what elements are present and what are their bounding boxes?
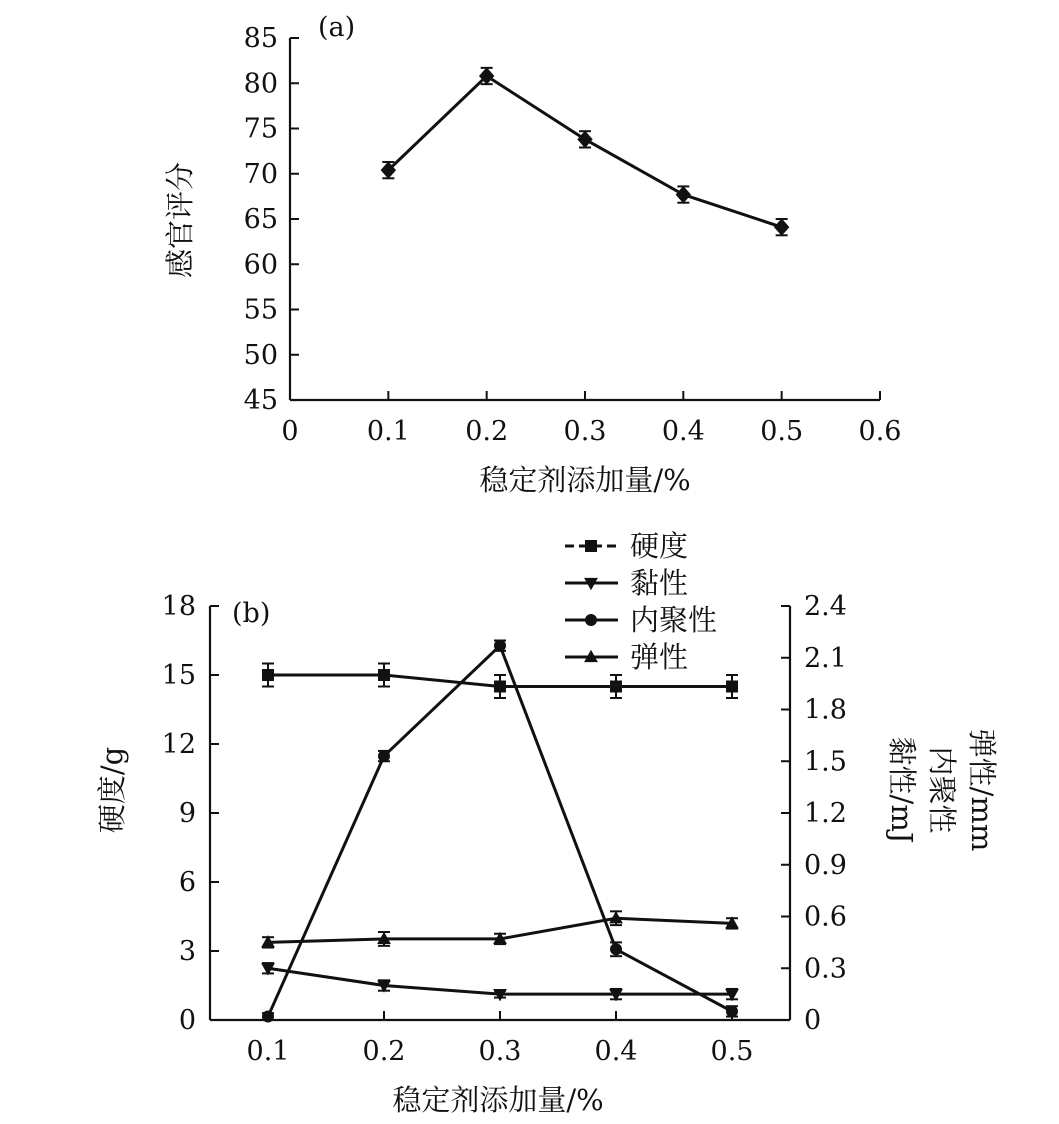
- y-tick-label: 50: [243, 339, 278, 371]
- x-tick-label: 0.2: [465, 416, 509, 447]
- chart-b: [95, 529, 999, 1117]
- x-tick-label: 0: [281, 416, 299, 447]
- y-tick-label: 70: [243, 158, 278, 190]
- right-y-tick-label: 2.4: [804, 591, 847, 622]
- y-tick-label: 60: [243, 249, 278, 281]
- panel-label: (b): [232, 598, 271, 629]
- right-y-tick-label: 1.8: [804, 694, 847, 726]
- y-tick-label: 85: [243, 23, 278, 54]
- right-y-tick-label: 0.9: [804, 849, 847, 881]
- right-y-axis-title: 弹性/mm: [965, 728, 999, 852]
- legend-item: [565, 640, 688, 674]
- y-tick-label: 65: [243, 204, 278, 235]
- x-tick-label: 0.6: [858, 416, 902, 447]
- left-y-tick-label: 18: [161, 591, 196, 622]
- left-y-axis-title: 硬度/g: [95, 746, 129, 834]
- legend-label: 内聚性: [630, 603, 718, 637]
- legend-marker: [585, 540, 597, 552]
- right-y-axis-title: 黏性/mJ: [885, 736, 919, 844]
- right-y-tick-label: 1.2: [804, 798, 847, 829]
- legend-item: [565, 529, 688, 563]
- y-tick-label: 80: [243, 68, 278, 100]
- x-tick-label: 0.1: [366, 416, 410, 447]
- left-y-tick-label: 0: [178, 1005, 196, 1036]
- x-tick-label: 0.3: [563, 416, 607, 447]
- x-tick-label: 0.5: [710, 1036, 754, 1067]
- x-tick-label: 0.4: [661, 416, 705, 447]
- data-point: [726, 681, 738, 693]
- data-point: [378, 750, 390, 762]
- data-point: [262, 1011, 274, 1023]
- right-y-tick-label: 1.5: [804, 746, 847, 778]
- left-y-tick-label: 3: [178, 936, 196, 967]
- right-y-tick-label: 0.3: [804, 953, 847, 985]
- right-y-tick-label: 0.6: [804, 901, 847, 933]
- x-axis-title: 稳定剂添加量/%: [479, 463, 691, 497]
- legend-item: [565, 603, 717, 637]
- left-y-tick-label: 12: [161, 729, 196, 760]
- legend: [565, 529, 717, 674]
- series-line: [388, 76, 781, 227]
- data-point: [262, 669, 274, 681]
- data-point: [610, 943, 622, 955]
- data-point: [494, 681, 506, 693]
- data-point: [726, 1005, 738, 1017]
- right-y-tick-label: 0: [804, 1005, 822, 1036]
- y-axis-title: 感官评分: [163, 161, 197, 279]
- legend-marker: [585, 614, 597, 626]
- chart-a: [163, 12, 901, 497]
- legend-item: [565, 566, 688, 600]
- y-tick-label: 75: [243, 113, 278, 145]
- data-point: [610, 681, 622, 693]
- x-tick-label: 0.4: [594, 1036, 638, 1067]
- y-tick-label: 55: [243, 294, 278, 326]
- data-point: [378, 669, 390, 681]
- x-axis-title: 稳定剂添加量/%: [392, 1083, 604, 1117]
- x-tick-label: 0.2: [362, 1036, 406, 1067]
- left-y-tick-label: 15: [161, 660, 196, 691]
- legend-label: 弹性: [630, 640, 689, 674]
- right-y-axis-title: 内聚性: [925, 746, 959, 834]
- legend-label: 黏性: [630, 566, 689, 600]
- right-y-tick-label: 2.1: [804, 642, 847, 674]
- panel-label: (a): [318, 12, 356, 43]
- y-tick-label: 45: [243, 385, 278, 416]
- left-y-tick-label: 6: [178, 867, 196, 898]
- left-y-tick-label: 9: [178, 798, 196, 829]
- data-point: [774, 218, 789, 236]
- legend-label: 硬度: [630, 529, 689, 563]
- x-tick-label: 0.1: [246, 1036, 290, 1067]
- series-line: [268, 646, 732, 1017]
- x-tick-label: 0.3: [478, 1036, 522, 1067]
- data-point: [494, 640, 506, 652]
- x-tick-label: 0.5: [760, 416, 804, 447]
- data-point: [676, 186, 691, 204]
- data-point: [577, 131, 592, 149]
